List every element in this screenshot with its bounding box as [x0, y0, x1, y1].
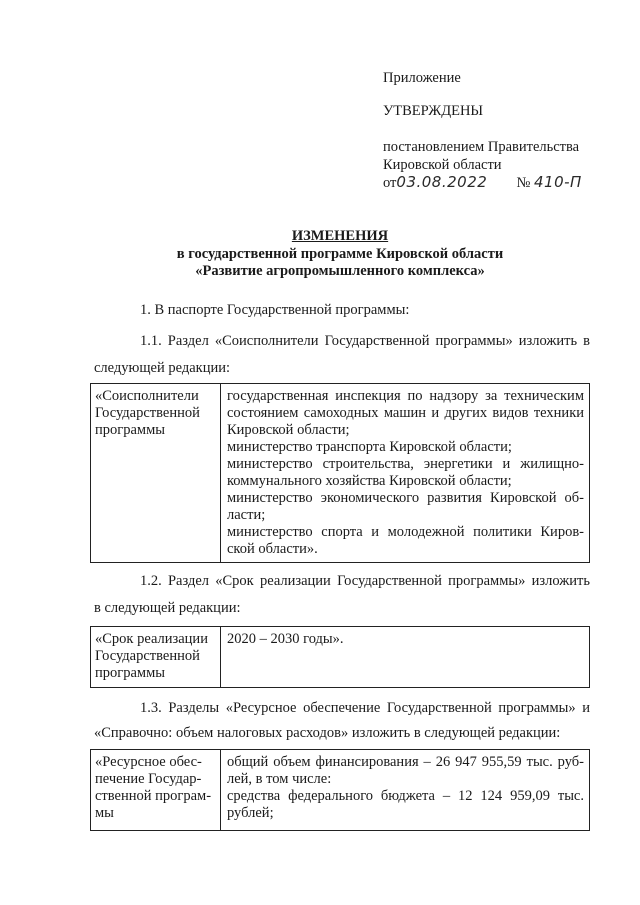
- doc-title: ИЗМЕНЕНИЯ: [291, 228, 389, 244]
- decree-line-1: постановлением Правительства: [383, 139, 580, 155]
- number-handwritten: 410-П: [534, 173, 582, 191]
- section-1-3-line2: «Справочно: объем налоговых расходов» изложить в следующей редакции:: [94, 725, 561, 741]
- table-resources-label: «Ресурсное обес- печение Государ- ственной програм- мы: [91, 750, 221, 830]
- decree-line-2: Кировской области: [383, 157, 502, 173]
- number-prefix: №: [516, 175, 531, 191]
- date-prefix: от: [383, 175, 397, 191]
- table-term-value: 2020 – 2030 годы».: [227, 631, 344, 647]
- doc-subtitle-2: «Развитие агропромышленного комплекса»: [195, 263, 485, 279]
- date-handwritten: 03.08.2022: [396, 173, 488, 191]
- table-term-label: «Срок реализации Государственной программы: [91, 627, 221, 687]
- table-term: [90, 626, 590, 688]
- appendix-label: Приложение: [383, 70, 461, 86]
- section-1-2-line2: в следующей редакции:: [94, 600, 241, 616]
- section-1-1-line2: следующей редакции:: [94, 360, 231, 376]
- doc-subtitle-1: в государственной программе Кировской области: [176, 246, 504, 262]
- table-resources-value: общий объем финансирования – 26 947 955,59 тыс. руб- лей, в том числе: средства федерального бюджета – 12 124 959,09 тыс. рублей;: [227, 754, 584, 821]
- table-coexecutors-label: «Соисполнители Государственной программы: [91, 384, 221, 562]
- section-1: 1. В паспорте Государственной программы:: [140, 302, 410, 318]
- decree-date-line: [383, 173, 582, 192]
- section-1-2-line1: 1.2. Раздел «Срок реализации Государственной программы» изложить: [140, 573, 590, 589]
- table-coexecutors: [90, 383, 590, 563]
- approved-label: УТВЕРЖДЕНЫ: [383, 103, 484, 119]
- section-1-3-line1: 1.3. Разделы «Ресурсное обеспечение Государственной программы» и: [140, 700, 590, 716]
- section-1-1-line1: 1.1. Раздел «Соисполнители Государственной программы» изложить в: [140, 333, 590, 349]
- table-coexecutors-value: государственная инспекция по надзору за техническим состоянием самоходных машин и других видов техники Кировской области; министерство транспорта Кировской области; министерство строительства, энергетики и жилищно- коммунального хозяйства Кировской области; министерство экономического развития Кировской об- ласти; министерство спорта и молодежной политики Киров- ской области».: [227, 388, 584, 557]
- table-resources: [90, 749, 590, 831]
